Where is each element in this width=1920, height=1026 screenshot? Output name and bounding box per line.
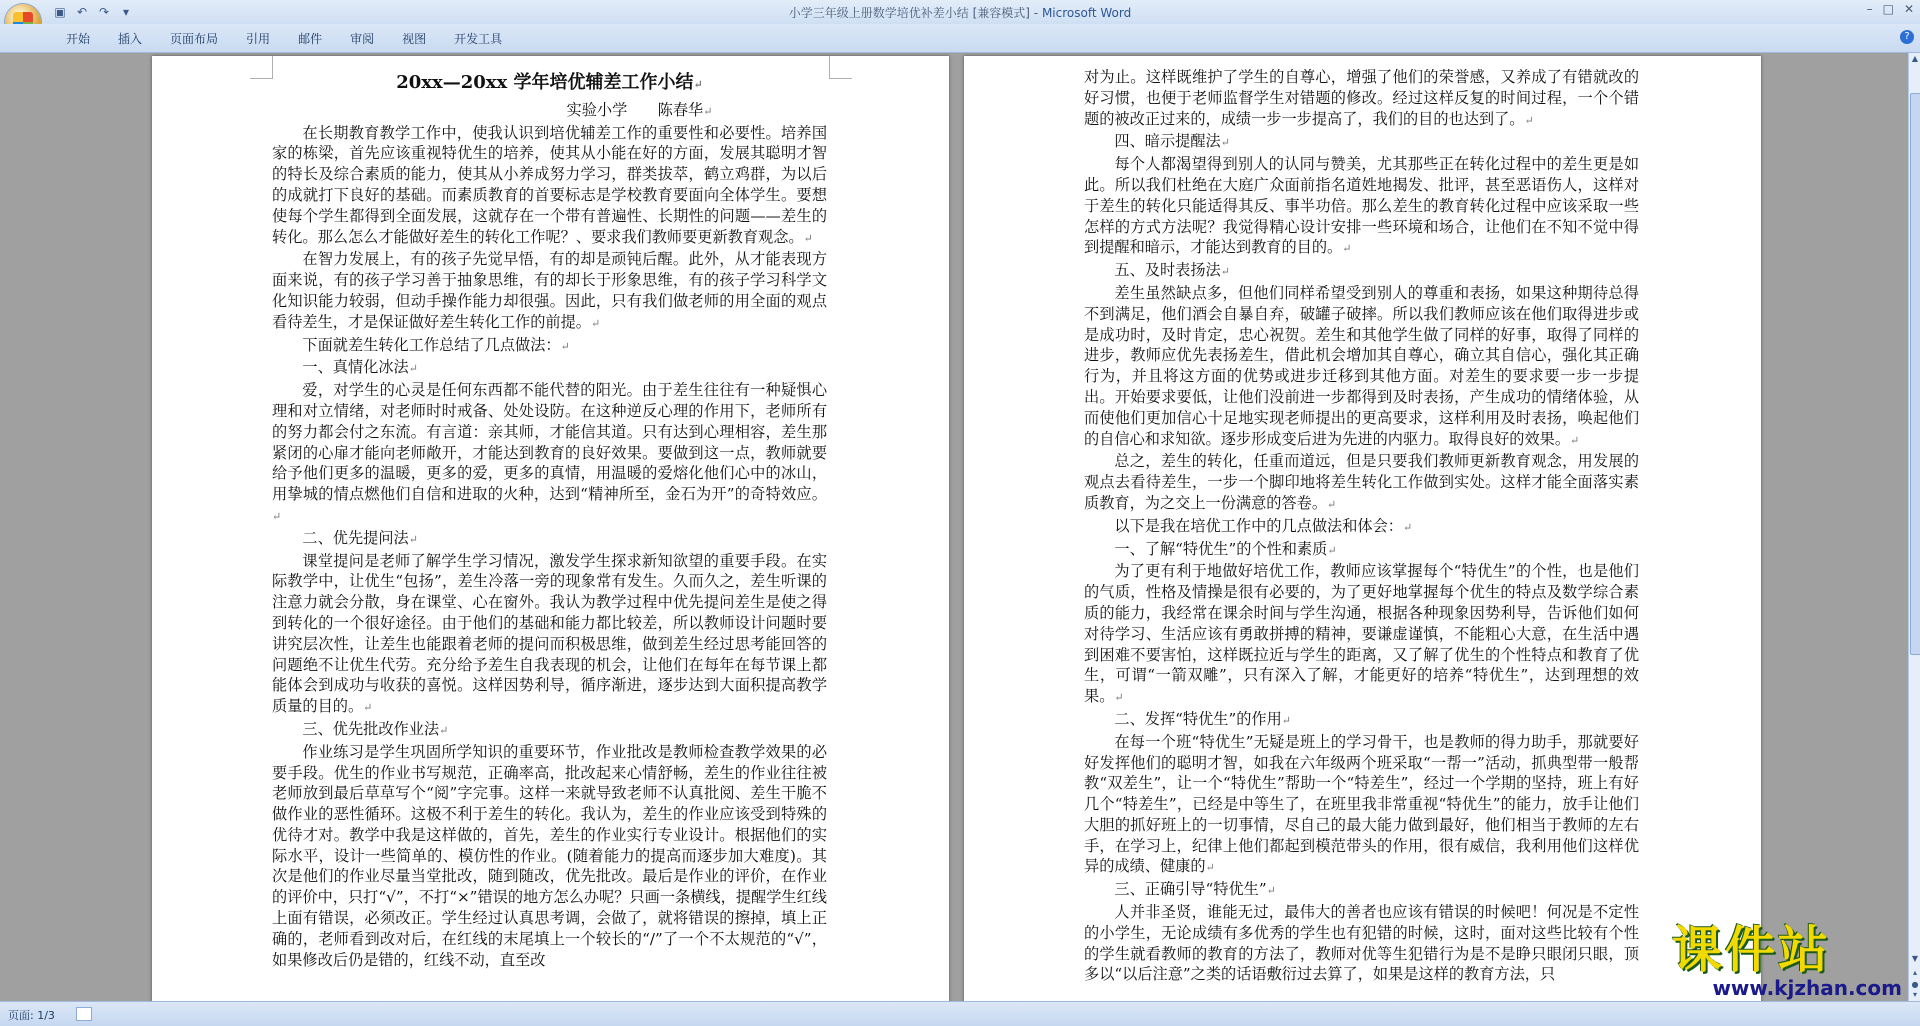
paragraph-mark: ↵	[1220, 136, 1230, 150]
paragraph-text: 一、真情化冰法	[302, 358, 409, 377]
paragraph-text: 四、暗示提醒法	[1114, 132, 1221, 151]
paragraph	[272, 335, 827, 358]
paragraph	[1084, 732, 1639, 880]
scroll-up-icon[interactable]: ▲	[1911, 54, 1919, 63]
paragraph	[272, 123, 827, 250]
paragraph	[272, 742, 827, 971]
paragraph	[1084, 154, 1639, 260]
redo-icon[interactable]: ↷	[98, 5, 110, 19]
paragraph-mark: ↵	[803, 231, 813, 245]
select-browse-object-icon[interactable]: ●	[1911, 980, 1919, 989]
app-name: Microsoft Word	[1041, 6, 1132, 20]
paragraph-mark: ↵	[1220, 265, 1230, 279]
paragraph-mark: ↵	[1327, 543, 1337, 557]
paragraph-mark: ↵	[1570, 433, 1580, 447]
prev-page-icon[interactable]: ▴	[1912, 968, 1917, 977]
paragraph-text: 下面就差生转化工作总结了几点做法：	[302, 335, 561, 354]
paragraph	[272, 551, 827, 719]
crop-mark	[829, 56, 852, 79]
paragraph-text: 二、优先提问法	[302, 528, 409, 547]
paragraph-mark: ↵	[363, 701, 373, 715]
paragraph-text: 课堂提问是老师了解学生学习情况，激发学生探求新知欲望的重要手段。在实际教学中，让优生“包扬”，差生冷落一旁的现象常有发生。久而久之，差生听课的注意力就会分散，身在课堂、心在窗外。我认为教学过程中优先提问差生是使之得到转化的一个很好途径。由于他们的基础和能力都比较差，所以教师设计问题时要讲究层次性，让差生也能跟着老师的提问而积极思维，做到差生经过思考能回答的问题绝不让优生代劳。充分给予差生自我表现的机会，让他们在每年在每节课上都能体会到成功与收获的喜悦。这样因势利导，循序渐进，逐步达到大面积提高教学质量的目的。	[272, 551, 827, 716]
paragraph-text: 人并非圣贤，谁能无过，最伟大的善者也应该有错误的时候吧！何况是不定性的小学生，无论成绩有多优秀的学生也有犯错的时候，这时，面对这些比较有个性的学生就看教师的教育的方法了，教师对优等生犯错行为是不是睁只眼闭只眼，顶多以“以后注意”之类的话语敷衍过去算了，如果是这样的教育方法，只	[1084, 903, 1639, 984]
paragraph-mark: ↵	[439, 723, 449, 737]
ribbon-tab[interactable]: 审阅	[350, 32, 375, 46]
maximize-icon[interactable]: □	[1882, 2, 1894, 16]
author-text: 实验小学 陈春华	[566, 100, 704, 119]
paragraph-text: 在智力发展上，有的孩子先觉早悟，有的却是顽钝后醒。此外，从才能表现方面来说，有的孩子学习善于抽象思维，有的却长于形象思维，有的孩子学习科学文化知识能力较弱，但动手操作能力却很强。因此，只有我们做老师的用全面的观点看待差生，才是保证做好差生转化工作的前提。	[272, 250, 827, 331]
paragraph	[1084, 539, 1639, 562]
paragraph-mark: ↵	[703, 104, 713, 118]
vertical-scrollbar[interactable]	[1908, 53, 1920, 1001]
paragraph-mark: ↵	[408, 532, 418, 546]
paragraph-text: 在每一个班“特优生”无疑是班上的学习骨干，也是教师的得力助手，那就要好好发挥他们的聪明才智，如我在六年级两个班采取“一帮一”活动，抓典型带一般帮教“双差生”，让一个“特优生”帮助一个“特差生”，经过一个学期的坚持，班上有好几个“特差生”，已经是中等生了，在班里我非常重视“特优生”的能力，放手让他们大胆的抓好班上的一切事情，尽自己的最大能力做到最好，他们相当于教师的左右手，在学习上，纪律上他们都起到模范带头的作用，很有威信，我利用他们这样优异的成绩、健康的	[1084, 732, 1639, 876]
page-2[interactable]	[964, 56, 1761, 1001]
paragraph	[272, 719, 827, 742]
paragraph-text: 一、了解“特优生”的个性和素质	[1114, 539, 1328, 558]
document-name: 小学三年级上册数学培优补差小结 [兼容模式]	[788, 6, 1030, 20]
paragraph	[272, 528, 827, 551]
minimize-icon[interactable]: –	[1866, 2, 1873, 16]
paragraph	[1084, 67, 1639, 131]
paragraph-text: 总之，差生的转化，任重而道远，但是只要我们教师更新教育观念，用发展的观点去看待差生，一步一个脚印地将差生转化工作做到实处。这样才能全面落实素质教育，为之交上一份满意的答卷。	[1084, 452, 1639, 512]
save-icon[interactable]: ▣	[54, 5, 66, 19]
watermark-title: 课件站	[1672, 921, 1831, 979]
paragraph-text: 以下是我在培优工作中的几点做法和体会：	[1114, 516, 1403, 535]
paragraph-text: 为了更有利于地做好培优工作，教师应该掌握每个“特优生”的个性，也是他们的气质，性格及情操是很有必要的，为了更好地掌握每个优生的特点及数学综合素质的能力，我经常在课余时间与学生沟通，根据各种现象因势利导，告诉他们如何对待学习、生活应该有勇敢拼搏的精神，要谦虚谨慎，不能粗心大意，在生活中遇到困难不要害怕，这样既拉近与学生的距离，又了解了优生的个性特点和教育了优生，可谓“一箭双雕”，只有深入了解，才能更好的培养“特优生”，达到理想的效果。	[1084, 562, 1639, 706]
paragraph-mark: ↵	[1114, 691, 1124, 705]
close-icon[interactable]: ✕	[1903, 2, 1914, 16]
page-count[interactable]: 页面: 1/3	[8, 1009, 55, 1022]
paragraph-mark: ↵	[590, 316, 601, 330]
paragraph-text: 作业练习是学生巩固所学知识的重要环节，作业批改是教师检查教学效果的必要手段。优生的作业书写规范，正确率高，批改起来心情舒畅，差生的作业往往被老师放到最后草草写个“阅”字完事。这样一来就导致老师不认真批阅、差生干脆不做作业的恶性循环。这极不利于差生的转化。我认为，差生的作业应该受到特殊的优待才对。教学中我是这样做的，首先，差生的作业实行专业设计。根据他们的实际水平，设计一些简单的、模仿性的作业。(随着能力的提高而逐步加大难度)。其次是他们的作业尽量当堂批改，随到随改，优先批改。最后是作业的评价，在作业的评价中，只打“√”，不打“×”错误的地方怎么办呢？只画一条横线，提醒学生红线上面有错误，必须改正。学生经过认真思考调，会做了，就将错误的擦掉，填上正确的，老师看到改对后，在红线的末尾填上一个较长的“/”了一个不太规范的“√”，如果修改后仍是错的，红线不动，直至改	[272, 742, 827, 969]
status-bar	[0, 1001, 1920, 1026]
crop-mark	[250, 56, 273, 79]
paragraph-text: 三、优先批改作业法	[302, 719, 440, 738]
watermark-url: www.kjzhan.com	[1712, 976, 1902, 1000]
ribbon-tab[interactable]: 邮件	[298, 32, 323, 46]
title-separator: -	[1029, 6, 1042, 20]
paragraph-text: 五、及时表扬法	[1114, 261, 1221, 280]
paragraph-mark: ↵	[272, 509, 282, 523]
paragraph-mark: ↵	[1327, 497, 1337, 511]
scroll-down-icon[interactable]: ▼	[1911, 954, 1919, 963]
paragraph	[1084, 709, 1639, 732]
document-workspace[interactable]	[0, 53, 1908, 1001]
paragraph	[272, 357, 827, 380]
paragraph-text: 爱，对学生的心灵是任何东西都不能代替的阳光。由于差生往往有一种疑惧心理和对立情绪，对老师时时戒备、处处设防。在这种逆反心理的作用下，老师所有的努力都会付之东流。有言道：亲其师，才能信其道。只有达到心理相容，差生那紧闭的心扉才能向老师敞开，才能达到教育的良好效果。要做到这一点，教师就要给予他们更多的温暖，更多的爱，更多的真情，用温暖的爱熔化他们心中的冰山，用挚城的情点燃他们自信和进取的火种，达到“精神所至，金石为开”的奇特效应。	[272, 381, 827, 504]
paragraph-mark: ↵	[1281, 713, 1292, 727]
help-icon[interactable]: ?	[1900, 30, 1914, 44]
page-1-text[interactable]	[272, 73, 827, 970]
next-page-icon[interactable]: ▾	[1912, 990, 1917, 999]
undo-icon[interactable]: ↶	[76, 5, 88, 19]
ribbon-tab[interactable]: 页面布局	[170, 32, 219, 46]
paragraph-mark: ↵	[1402, 520, 1413, 534]
window-title	[0, 4, 1920, 21]
document-heading-text: 20xx—20xx 学年培优辅差工作小结	[396, 72, 694, 93]
window-controls	[1867, 2, 1914, 16]
paragraph-mark: ↵	[1342, 242, 1352, 256]
paragraph-mark: ↵	[408, 362, 418, 376]
page-2-text[interactable]	[1084, 67, 1639, 985]
paragraph	[272, 380, 827, 528]
paragraph-text: 差生虽然缺点多，但他们同样希望受到别人的尊重和表扬，如果这种期待总得不到满足，他们酒会自暴自弃，破罐子破摔。所以我们教师应该在他们取得进步或是成功时，及时肯定，忠心祝贺。差生和其他学生做了同样的好事，取得了同样的进步，教师应优先表扬差生，借此机会增加其自尊心，确立其自信心，强化其正确行为，并且将这方面的优势或进步迁移到其他方面。对差生的要求要一步一步提出。开始要求要低，让他们没前进一步都得到及时表扬，产生成功的情绪体验，从而使他们更加信心十足地实现老师提出的更高要求，这样利用及时表扬，唤起他们的自信心和求知欲。逐步形成变后进为先进的内驱力。取得良好的效果。	[1084, 283, 1639, 448]
scrollbar-thumb[interactable]	[1910, 93, 1920, 655]
title-bar	[0, 0, 1920, 24]
paragraph-text: 二、发挥“特优生”的作用	[1114, 709, 1282, 728]
paragraph-text: 在长期教育教学工作中，使我认识到培优辅差工作的重要性和必要性。培养国家的栋梁，首先应该重视特优生的培养，使其从小能在好的方面，发展其聪明才智的特长及综合素质的能力，使其从小养成努力学习，群类拔萃，鹤立鸡群，为以后的成就打下良好的基础。而素质教育的首要标志是学校教育要面向全体学生。要想使每个学生都得到全面发展，这就存在一个带有普遍性、长期性的问题——差生的转化。那么怎么才能做好差生的转化工作呢？、要求我们教师要更新教育观念。	[272, 123, 827, 246]
paragraph	[1084, 879, 1639, 902]
paragraph	[1084, 561, 1639, 709]
ribbon-tab-bar	[0, 24, 1920, 53]
paragraph-mark: ↵	[1205, 861, 1215, 875]
proofing-icon[interactable]	[76, 1007, 92, 1021]
paragraph-mark: ↵	[1524, 113, 1534, 127]
paragraph-mark: ↵	[560, 339, 570, 353]
paragraph-text: 对为止。这样既维护了学生的自尊心，增强了他们的荣誉感，又养成了有错就改的好习惯，也便于老师监督学生对错题的修改。经过这样反复的时间过程，一个个错题的被改正过来的，成绩一步一步提高了，我们的目的也达到了。	[1084, 68, 1639, 128]
paragraph	[1084, 283, 1639, 451]
paragraph-mark: ↵	[693, 78, 703, 91]
ribbon-tab[interactable]: 开发工具	[454, 32, 503, 46]
paragraph-text: 三、正确引导“特优生”	[1114, 880, 1267, 899]
paragraph	[272, 249, 827, 334]
page-1[interactable]	[152, 56, 949, 1001]
watermark-logo	[1672, 922, 1908, 1000]
paragraph	[1084, 131, 1639, 154]
paragraph	[1084, 260, 1639, 283]
author-line	[272, 100, 827, 123]
paragraph	[1084, 516, 1639, 539]
customize-qat-icon[interactable]: ▾	[122, 5, 130, 19]
ribbon-tab[interactable]: 引用	[246, 32, 271, 46]
ribbon-tab[interactable]: 开始	[66, 32, 91, 46]
ribbon-tabs	[52, 30, 516, 48]
paragraph-text: 每个人都渴望得到别人的认同与赞美，尤其那些正在转化过程中的差生更是如此。所以我们杜绝在大庭广众面前指名道姓地揭发、批评，甚至恶语伤人，这样对于差生的转化只能适得其反、事半功倍。那么差生的教育转化过程中应该采取一些怎样的方式方法呢？我觉得精心设计安排一些环境和场合，让他们在不知不觉中得到提醒和暗示，才能达到教育的目的。	[1084, 155, 1639, 257]
ribbon-tab[interactable]: 视图	[402, 32, 427, 46]
paragraph	[1084, 451, 1639, 515]
paragraph-mark: ↵	[1266, 884, 1276, 898]
ribbon-tab[interactable]: 插入	[118, 32, 143, 46]
document-heading	[272, 73, 827, 96]
paragraph	[1084, 902, 1639, 985]
